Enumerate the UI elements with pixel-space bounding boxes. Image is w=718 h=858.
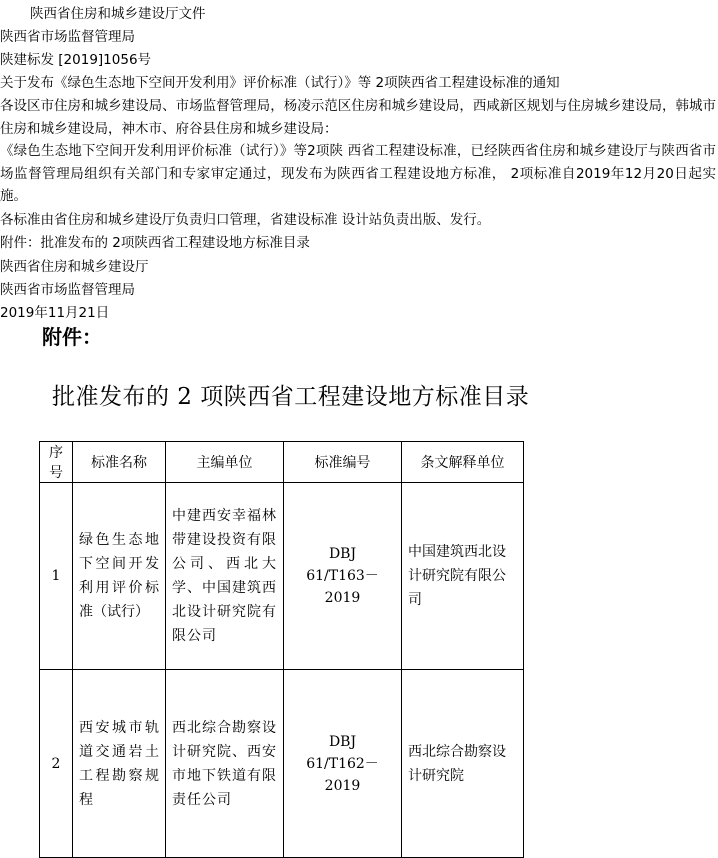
notice-subject: 关于发布《绿色生态地下空间开发利用》评价标准（试行）》等 2项陕西省工程建设标准的通知 [0,75,560,91]
table-row [40,483,524,670]
attachment-note: 附件：批准发布的 2项陕西省工程建设地方标准目录 [0,235,310,251]
header-standard-name: 标准名称 [73,442,166,483]
row-code-prefix: DBJ [328,546,357,562]
attachment-list-title: 批准发布的 2 项陕西省工程建设地方标准目录 [52,384,530,410]
recipients-paragraph: 各设区市住房和城乡建设局、市场监督管理局，杨凌示范区住房和城乡建设局，西咸新区规划与住房城乡建设局，韩城市住房和城乡建设局，神木市、府谷县住房和城乡建设局： [0,98,716,137]
row-standard-name: 西安城市轨道交通岩土工程勘察规程 [73,670,166,858]
document-number: 陕建标发 [2019]1056号 [0,52,152,68]
row-explanation-unit: 西北综合勘察设计研究院 [402,670,524,858]
row-code-number: 61/T163－2019 [306,568,379,606]
signature-market-bureau: 陕西省市场监督管理局 [0,282,135,298]
table-row [40,670,524,858]
header-explanation-unit: 条文解释单位 [402,442,524,483]
row-serial: 2 [40,670,73,858]
header-serial: 序号 [40,442,73,483]
row-explanation-unit: 中国建筑西北设计研究院有限公司 [402,483,524,670]
row-standard-code [284,483,402,670]
row-code-number: 61/T162－2019 [306,755,379,794]
signature-housing-department: 陕西省住房和城乡建设厅 [0,259,149,275]
table-header-row [40,442,524,483]
row-standard-code [284,670,402,858]
row-serial: 1 [40,483,73,670]
body-paragraph-2: 各标准由省住房和城乡建设厅负责归口管理，省建设标准 设计站负责出版、发行。 [0,212,491,228]
standards-table [39,441,524,858]
row-standard-name: 绿色生态地下空间开发利用评价标准（试行） [73,483,166,670]
signature-date: 2019年11月21日 [0,305,110,321]
header-standard-code: 标准编号 [284,442,402,483]
row-chief-editor: 西北综合勘察设计研究院、西安市地下铁道有限责任公司 [166,670,284,858]
issuer-market-bureau: 陕西省市场监督管理局 [0,29,135,45]
row-chief-editor: 中建西安幸福林带建设投资有限公司、西北大学、中国建筑西北设计研究院有限公司 [166,483,284,670]
document-title: 陕西省住房和城乡建设厅文件 [30,6,206,22]
body-paragraph-1: 《绿色生态地下空间开发利用评价标准（试行）》等2项陕 西省工程建设标准，已经陕西省住房和城乡建设厅与陕西省市场监督管理局组织有关部门和专家审定通过，现发布为陕西省工程建设地方标准， 2项标准自2019年12月20日起实施。 [0,143,716,204]
header-chief-editor: 主编单位 [166,442,284,483]
attachment-heading: 附件： [42,325,102,349]
row-code-prefix: DBJ [328,733,357,750]
